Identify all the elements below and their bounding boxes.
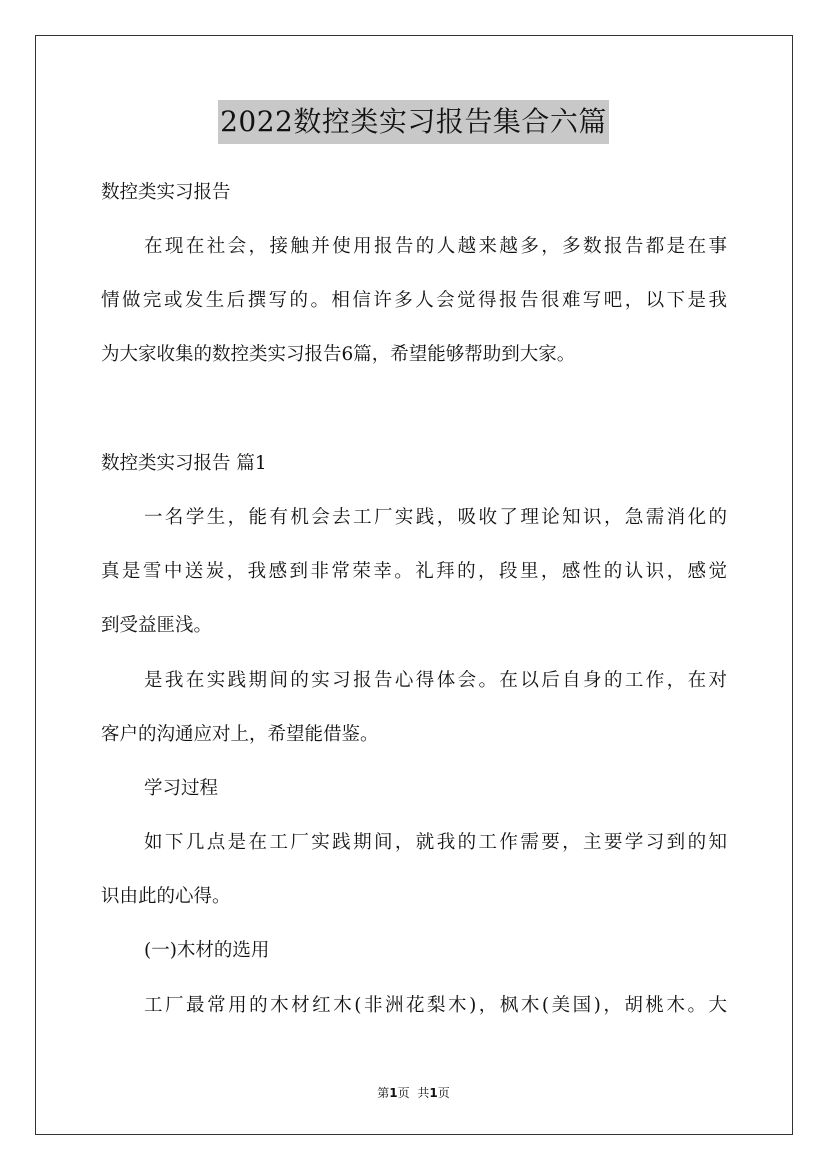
title-container <box>0 100 827 144</box>
total-prefix: 共 <box>417 1086 430 1100</box>
section-heading: 数控类实习报告 <box>101 182 231 203</box>
paragraph-line: 在现在社会，接触并使用报告的人越来越多，多数报告都是在事 <box>144 236 727 257</box>
paragraph-line: 客户的沟通应对上，希望能借鉴。 <box>101 724 379 745</box>
page-footer <box>0 1085 827 1101</box>
paragraph-line: 真是雪中送炭，我感到非常荣幸。礼拜的，段里，感性的认识，感觉 <box>101 561 727 582</box>
paragraph-line: 工厂最常用的木材红木(非洲花梨木)，枫木(美国)，胡桃木。大 <box>144 995 727 1016</box>
paragraph-line: 到受益匪浅。 <box>101 615 213 636</box>
page-prefix: 第 <box>377 1086 390 1100</box>
section-heading: 数控类实习报告 篇1 <box>101 453 267 474</box>
paragraph-line: 是我在实践期间的实习报告心得体会。在以后自身的工作，在对 <box>144 670 727 691</box>
paragraph-line: 识由此的心得。 <box>101 886 231 907</box>
page-suffix: 页 <box>397 1086 410 1100</box>
total-suffix: 页 <box>437 1086 450 1100</box>
subheading: (一)木材的选用 <box>144 940 270 961</box>
paragraph-line: 为大家收集的数控类实习报告6篇，希望能够帮助到大家。 <box>101 344 576 365</box>
total-pages: 1 <box>429 1086 438 1100</box>
paragraph-line: 情做完或发生后撰写的。相信许多人会觉得报告很难写吧，以下是我 <box>101 290 727 311</box>
page-number: 1 <box>389 1086 398 1100</box>
paragraph-line: 如下几点是在工厂实践期间，就我的工作需要，主要学习到的知 <box>144 832 727 853</box>
subheading: 学习过程 <box>144 778 219 799</box>
document-title: 2022数控类实习报告集合六篇 <box>218 100 609 144</box>
paragraph-line: 一名学生，能有机会去工厂实践，吸收了理论知识，急需消化的 <box>144 507 727 528</box>
